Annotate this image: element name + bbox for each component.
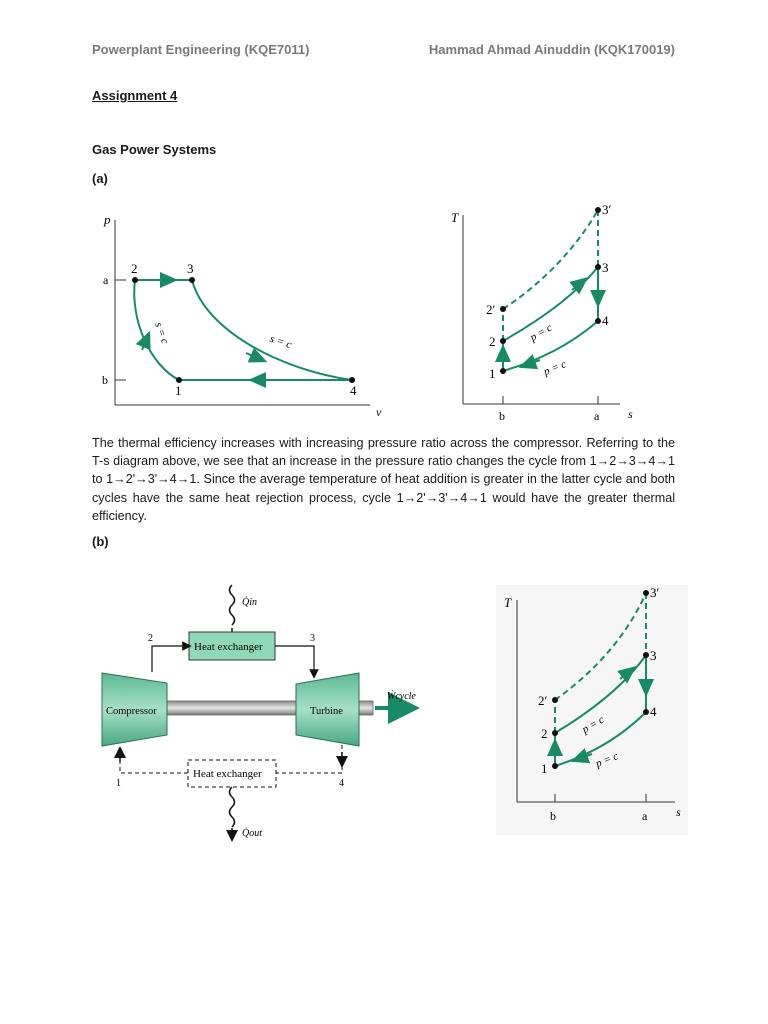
- pv-state-4: 4: [350, 383, 357, 398]
- ts-a-state-4: 4: [602, 313, 609, 328]
- explanation-paragraph: The thermal efficiency increases with increasing pressure ratio across the compressor. Referring to the T-s diagram above, we see that an increase in the pressure ratio changes the cycle from 1→2→3→4→1 to 1→2'→3'→4→1. Since the average temperature of heat addition is greater in the latter cycle and both cycles have the same heat rejection process, cycle 1→2'→3'→4→1 would have the greater thermal efficiency.: [92, 436, 675, 523]
- compressor-label: Compressor: [106, 706, 157, 717]
- pv-x-label: v: [376, 405, 382, 419]
- ts-a-state-3prime: 3′: [602, 202, 612, 217]
- pv-label-isentropic-expansion: s = c: [268, 332, 293, 352]
- ts-b-state-4: 4: [650, 704, 657, 719]
- ts-b-isobar-top: p = c: [580, 713, 607, 736]
- heat-exchanger-bottom: Heat exchanger: [193, 768, 262, 780]
- schematic-state-3: 3: [310, 633, 315, 644]
- ts-a-state-2prime: 2′: [486, 302, 496, 317]
- part-a-label: (a): [92, 171, 108, 186]
- ts-b-x-label: s: [676, 805, 681, 819]
- gas-turbine-schematic: [95, 580, 425, 842]
- ts-diagram-a: [448, 200, 648, 428]
- ts-diagram-b: [496, 585, 688, 835]
- heat-exchanger-top: Heat exchanger: [194, 641, 263, 653]
- ts-b-state-1: 1: [541, 761, 548, 776]
- ts-a-tick-a: a: [594, 409, 600, 423]
- pv-state-1: 1: [175, 383, 182, 398]
- ts-a-state-3: 3: [602, 260, 609, 275]
- pv-state-3: 3: [187, 261, 194, 276]
- ts-b-state-3: 3: [650, 648, 657, 663]
- ts-a-state-1: 1: [489, 366, 496, 381]
- ts-a-isobar-bottom: p = c: [541, 358, 569, 379]
- ts-a-tick-b: b: [499, 409, 505, 423]
- turbine-label: Turbine: [310, 706, 343, 717]
- ts-a-isobar-top: p = c: [528, 321, 555, 344]
- q-out-label: Q̇out: [242, 828, 262, 839]
- ts-a-y-label: T: [451, 210, 459, 225]
- section-title: Gas Power Systems: [92, 142, 217, 157]
- course-header: Powerplant Engineering (KQE7011): [92, 42, 310, 57]
- pv-diagram: [95, 205, 382, 420]
- ts-b-y-label: T: [504, 595, 512, 610]
- author-header: Hammad Ahmad Ainuddin (KQK170019): [428, 42, 675, 57]
- schematic-state-4: 4: [339, 778, 344, 789]
- pv-tick-a: a: [103, 273, 109, 287]
- ts-b-tick-b: b: [550, 809, 556, 823]
- ts-b-tick-a: a: [642, 809, 648, 823]
- pv-label-isentropic-compression: s = c: [152, 320, 172, 346]
- ts-b-state-2: 2: [541, 726, 548, 741]
- pv-y-label: p: [104, 212, 111, 227]
- q-in-label: Q̇in: [242, 597, 257, 608]
- schematic-state-2: 2: [148, 633, 153, 644]
- ts-b-isobar-bottom: p = c: [593, 750, 621, 771]
- ts-a-state-2: 2: [489, 334, 496, 349]
- assignment-title: Assignment 4: [92, 88, 178, 103]
- ts-b-state-3prime: 3′: [650, 585, 660, 600]
- pv-tick-b: b: [102, 373, 108, 387]
- pv-state-2: 2: [131, 261, 138, 276]
- part-b-label: (b): [92, 534, 109, 549]
- ts-a-x-label: s: [628, 407, 633, 421]
- w-cycle-label: Ẇcycle: [387, 691, 416, 702]
- ts-b-state-2prime: 2′: [538, 693, 548, 708]
- schematic-state-1: 1: [116, 778, 121, 789]
